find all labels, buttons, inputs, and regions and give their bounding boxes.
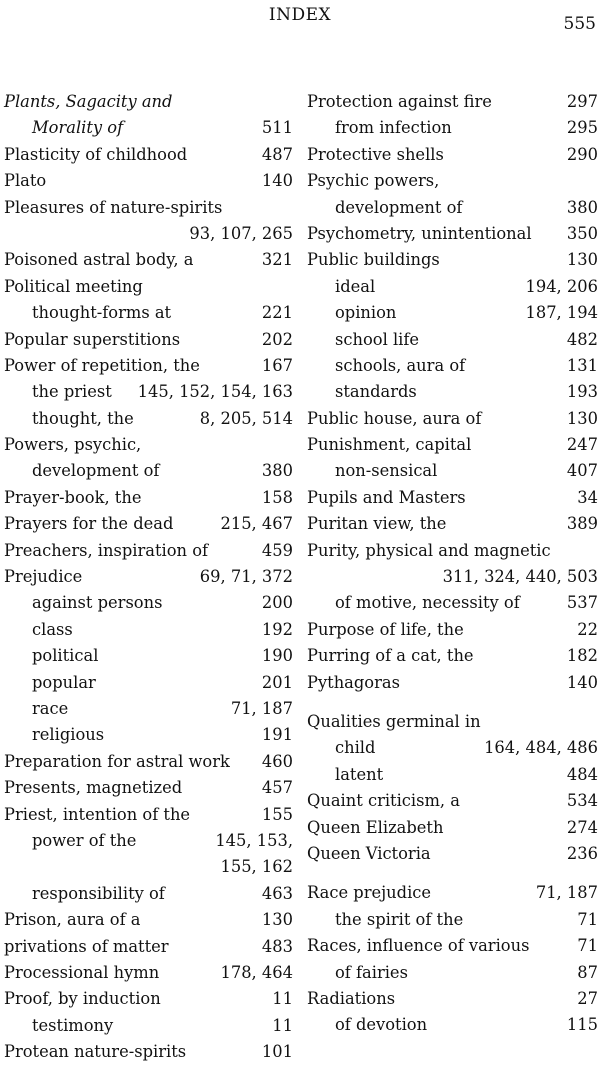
- entry-pages: 87: [577, 962, 598, 982]
- index-entry: [4, 485, 293, 511]
- index-entry: [307, 841, 598, 867]
- entry-pages: 187, 194: [525, 303, 598, 323]
- entry-term: Queen Victoria: [307, 843, 431, 863]
- index-entry: [4, 353, 293, 379]
- index-entry: [4, 221, 293, 247]
- index-entry: [4, 881, 293, 907]
- entry-pages: 311, 324, 440, 503: [442, 567, 598, 587]
- index-entry: [4, 934, 293, 960]
- index-heading: INDEX: [268, 5, 332, 25]
- index-entry: [307, 327, 598, 353]
- index-entry: [307, 933, 598, 959]
- entry-term: standards: [335, 382, 417, 402]
- entry-pages: 487: [261, 144, 293, 164]
- entry-pages: 201: [261, 672, 293, 692]
- entry-term: Race prejudice: [307, 883, 432, 903]
- entry-term: the spirit of the: [335, 909, 464, 929]
- entry-pages: 130: [566, 250, 598, 270]
- entry-pages: 158: [261, 487, 293, 507]
- index-entry: [307, 168, 598, 194]
- entry-term: Morality of: [32, 118, 124, 138]
- entry-term: Prison, aura of a: [4, 910, 141, 930]
- entry-term: Pupils and Masters: [307, 487, 466, 507]
- entry-term: class: [32, 619, 73, 639]
- entry-pages: 178, 464: [220, 962, 293, 982]
- index-entry: [4, 538, 293, 564]
- entry-term: Poisoned astral body, a: [4, 250, 194, 270]
- entry-term: Plants, Sagacity and: [4, 92, 173, 111]
- entry-pages: 191: [261, 725, 293, 745]
- index-entry: [4, 300, 293, 326]
- entry-pages: 182: [566, 646, 598, 666]
- index-entry: [4, 802, 293, 828]
- index-entry: [307, 142, 598, 168]
- index-entry: [4, 1013, 293, 1039]
- entry-pages: 190: [261, 646, 293, 666]
- entry-term: Plasticity of childhood: [4, 144, 188, 164]
- entry-term: development of: [335, 197, 463, 217]
- index-entry: [4, 195, 293, 221]
- entry-term: power of the: [32, 830, 137, 850]
- entry-term: child: [335, 738, 376, 758]
- entry-pages: 194, 206: [525, 276, 598, 296]
- index-entry: [4, 696, 293, 722]
- entry-term: Pythagoras: [307, 672, 400, 692]
- index-entry: [307, 274, 598, 300]
- index-entry: [307, 590, 598, 616]
- index-entry: [4, 749, 293, 775]
- entry-term: Powers, psychic,: [4, 435, 142, 455]
- entry-term: Public house, aura of: [307, 408, 482, 428]
- entry-pages: 140: [566, 672, 598, 692]
- entry-pages: 155: [261, 804, 293, 824]
- entry-term: schools, aura of: [335, 355, 466, 375]
- index-entry: [307, 458, 598, 484]
- entry-term: Preachers, inspiration of: [4, 540, 209, 560]
- entry-pages: 511: [261, 118, 293, 138]
- index-entry: [307, 300, 598, 326]
- entry-pages: 140: [261, 171, 293, 191]
- index-entry: [307, 670, 598, 696]
- entry-term: Queen Elizabeth: [307, 817, 444, 837]
- entry-term: Plato: [4, 171, 47, 191]
- index-entry: [4, 247, 293, 273]
- index-entry: [4, 775, 293, 801]
- entry-term: of devotion: [335, 1015, 428, 1035]
- entry-term: Priest, intention of the: [4, 804, 191, 824]
- entry-pages: 236: [566, 843, 598, 863]
- entry-pages: 167: [261, 355, 293, 375]
- entry-term: Power of repetition, the: [4, 355, 200, 375]
- entry-term: Radiations: [307, 988, 396, 1008]
- index-entry: [4, 670, 293, 696]
- index-entry: [4, 327, 293, 353]
- entry-pages: 457: [261, 778, 293, 798]
- index-entry: [4, 907, 293, 933]
- index-entry: [4, 274, 293, 300]
- entry-term: Protection against fire: [307, 92, 492, 111]
- index-column-left: [4, 89, 293, 1065]
- index-entry: [307, 1012, 598, 1038]
- index-entry: [307, 907, 598, 933]
- entry-term: opinion: [335, 303, 397, 323]
- entry-pages: 130: [566, 408, 598, 428]
- entry-pages: 380: [261, 461, 293, 481]
- entry-pages: 350: [566, 223, 598, 243]
- entry-pages: 145, 153,: [215, 830, 293, 850]
- index-entry: [307, 247, 598, 273]
- entry-term: religious: [32, 725, 105, 745]
- entry-term: the priest: [32, 382, 112, 402]
- entry-pages: 297: [566, 92, 598, 111]
- entry-term: Political meeting: [4, 276, 143, 296]
- entry-pages: 11: [272, 989, 293, 1009]
- entry-term: Puritan view, the: [307, 514, 447, 534]
- index-entry: [4, 432, 293, 458]
- index-entry: [307, 709, 598, 735]
- index-column-right: [307, 89, 598, 1039]
- index-entry: [307, 379, 598, 405]
- entry-term: of motive, necessity of: [335, 593, 520, 613]
- entry-term: testimony: [32, 1015, 114, 1035]
- entry-pages: 115: [566, 1015, 598, 1035]
- index-entry: [307, 880, 598, 906]
- entry-term: Pleasures of nature-spirits: [4, 197, 223, 217]
- index-entry: [4, 115, 293, 141]
- index-entry: [307, 643, 598, 669]
- entry-term: Punishment, capital: [307, 435, 472, 455]
- entry-term: Proof, by induction: [4, 989, 161, 1009]
- running-header: [0, 2, 600, 32]
- entry-pages: 460: [261, 751, 293, 771]
- entry-pages: 200: [261, 593, 293, 613]
- entry-term: latent: [335, 764, 384, 784]
- entry-term: Prejudice: [4, 567, 83, 587]
- entry-pages: 34: [577, 487, 598, 507]
- entry-pages: 69, 71, 372: [199, 567, 293, 587]
- index-entry: [4, 643, 293, 669]
- index-entry: [4, 458, 293, 484]
- index-entry: [4, 406, 293, 432]
- index-entry: [4, 590, 293, 616]
- entry-term: Psychic powers,: [307, 171, 440, 191]
- entry-term: Preparation for astral work: [4, 751, 230, 771]
- entry-term: Races, influence of various: [307, 936, 530, 956]
- entry-pages: 534: [566, 791, 598, 811]
- entry-pages: 202: [261, 329, 293, 349]
- index-entry: [4, 854, 293, 880]
- entry-term: Presents, magnetized: [4, 778, 183, 798]
- entry-term: Qualities germinal in: [307, 711, 481, 731]
- entry-pages: 71, 187: [230, 698, 293, 718]
- entry-pages: 131: [566, 355, 598, 375]
- entry-term: Prayers for the dead: [4, 514, 174, 534]
- entry-pages: 27: [577, 988, 598, 1008]
- entry-pages: 164, 484, 486: [484, 738, 598, 758]
- section-gap: [307, 696, 598, 709]
- entry-term: Psychometry, unintentional: [307, 223, 532, 243]
- index-entry: [4, 960, 293, 986]
- entry-pages: 22: [577, 619, 598, 639]
- index-entry: [307, 538, 598, 564]
- entry-term: Popular superstitions: [4, 329, 181, 349]
- entry-pages: 8, 205, 514: [199, 408, 293, 428]
- index-entry: [307, 735, 598, 761]
- entry-term: school life: [335, 329, 420, 349]
- entry-pages: 11: [272, 1015, 293, 1035]
- index-entry: [307, 815, 598, 841]
- entry-pages: 274: [566, 817, 598, 837]
- entry-pages: 221: [261, 303, 293, 323]
- index-entry: [307, 432, 598, 458]
- index-entry: [307, 986, 598, 1012]
- entry-pages: 192: [261, 619, 293, 639]
- index-entry: [307, 353, 598, 379]
- index-entry: [4, 564, 293, 590]
- entry-pages: 463: [261, 883, 293, 903]
- index-entry: [307, 485, 598, 511]
- index-entry: [4, 1039, 293, 1065]
- entry-pages: 71, 187: [535, 883, 598, 903]
- entry-term: race: [32, 698, 69, 718]
- entry-term: against persons: [32, 593, 163, 613]
- index-entry: [307, 195, 598, 221]
- entry-term: thought, the: [32, 408, 134, 428]
- index-entry: [307, 406, 598, 432]
- entry-pages: 290: [566, 144, 598, 164]
- entry-pages: 482: [566, 329, 598, 349]
- entry-pages: 215, 467: [220, 514, 293, 534]
- entry-term: ideal: [335, 276, 376, 296]
- entry-term: Public buildings: [307, 250, 440, 270]
- entry-pages: 407: [566, 461, 598, 481]
- entry-term: Protective shells: [307, 144, 444, 164]
- index-entry: [4, 168, 293, 194]
- index-entry: [4, 722, 293, 748]
- index-entry: [307, 89, 598, 115]
- entry-term: Protean nature-spirits: [4, 1042, 187, 1062]
- entry-term: non-sensical: [335, 461, 438, 481]
- index-entry: [307, 617, 598, 643]
- entry-pages: 380: [566, 197, 598, 217]
- entry-term: Prayer-book, the: [4, 487, 142, 507]
- entry-term: popular: [32, 672, 96, 692]
- entry-pages: 484: [566, 764, 598, 784]
- entry-pages: 483: [261, 936, 293, 956]
- index-entry: [4, 986, 293, 1012]
- index-entry: [307, 788, 598, 814]
- entry-term: responsibility of: [32, 883, 165, 903]
- entry-pages: 295: [566, 118, 598, 138]
- index-entry: [307, 960, 598, 986]
- index-entry: [307, 564, 598, 590]
- index-entry: [307, 762, 598, 788]
- entry-pages: 389: [566, 514, 598, 534]
- index-entry: [4, 617, 293, 643]
- section-gap: [307, 867, 598, 880]
- index-entry: [4, 379, 293, 405]
- entry-term: development of: [32, 461, 160, 481]
- entry-term: political: [32, 646, 99, 666]
- index-entry: [4, 511, 293, 537]
- entry-term: Purpose of life, the: [307, 619, 464, 639]
- index-entry: [4, 828, 293, 854]
- entry-term: of fairies: [335, 962, 408, 982]
- index-entry: [307, 511, 598, 537]
- entry-pages: 101: [261, 1042, 293, 1062]
- entry-pages: 459: [261, 540, 293, 560]
- index-entry: [4, 89, 293, 115]
- entry-pages: 93, 107, 265: [189, 223, 293, 243]
- entry-pages: 193: [566, 382, 598, 402]
- entry-term: from infection: [335, 118, 452, 138]
- page-number: 555: [563, 14, 596, 34]
- index-entry: [4, 142, 293, 168]
- entry-pages: 537: [566, 593, 598, 613]
- entry-term: Processional hymn: [4, 962, 160, 982]
- entry-pages: 145, 152, 154, 163: [137, 382, 293, 402]
- index-entry: [307, 115, 598, 141]
- entry-term: Purring of a cat, the: [307, 646, 474, 666]
- entry-pages: 130: [261, 910, 293, 930]
- entry-pages: 321: [261, 250, 293, 270]
- entry-pages: 71: [577, 909, 598, 929]
- entry-term: Quaint criticism, a: [307, 791, 460, 811]
- entry-pages: 155, 162: [220, 857, 293, 877]
- entry-pages: 71: [577, 936, 598, 956]
- index-entry: [307, 221, 598, 247]
- entry-term: Purity, physical and magnetic: [307, 540, 551, 560]
- entry-pages: 247: [566, 435, 598, 455]
- entry-term: thought-forms at: [32, 303, 172, 323]
- entry-term: privations of matter: [4, 936, 169, 956]
